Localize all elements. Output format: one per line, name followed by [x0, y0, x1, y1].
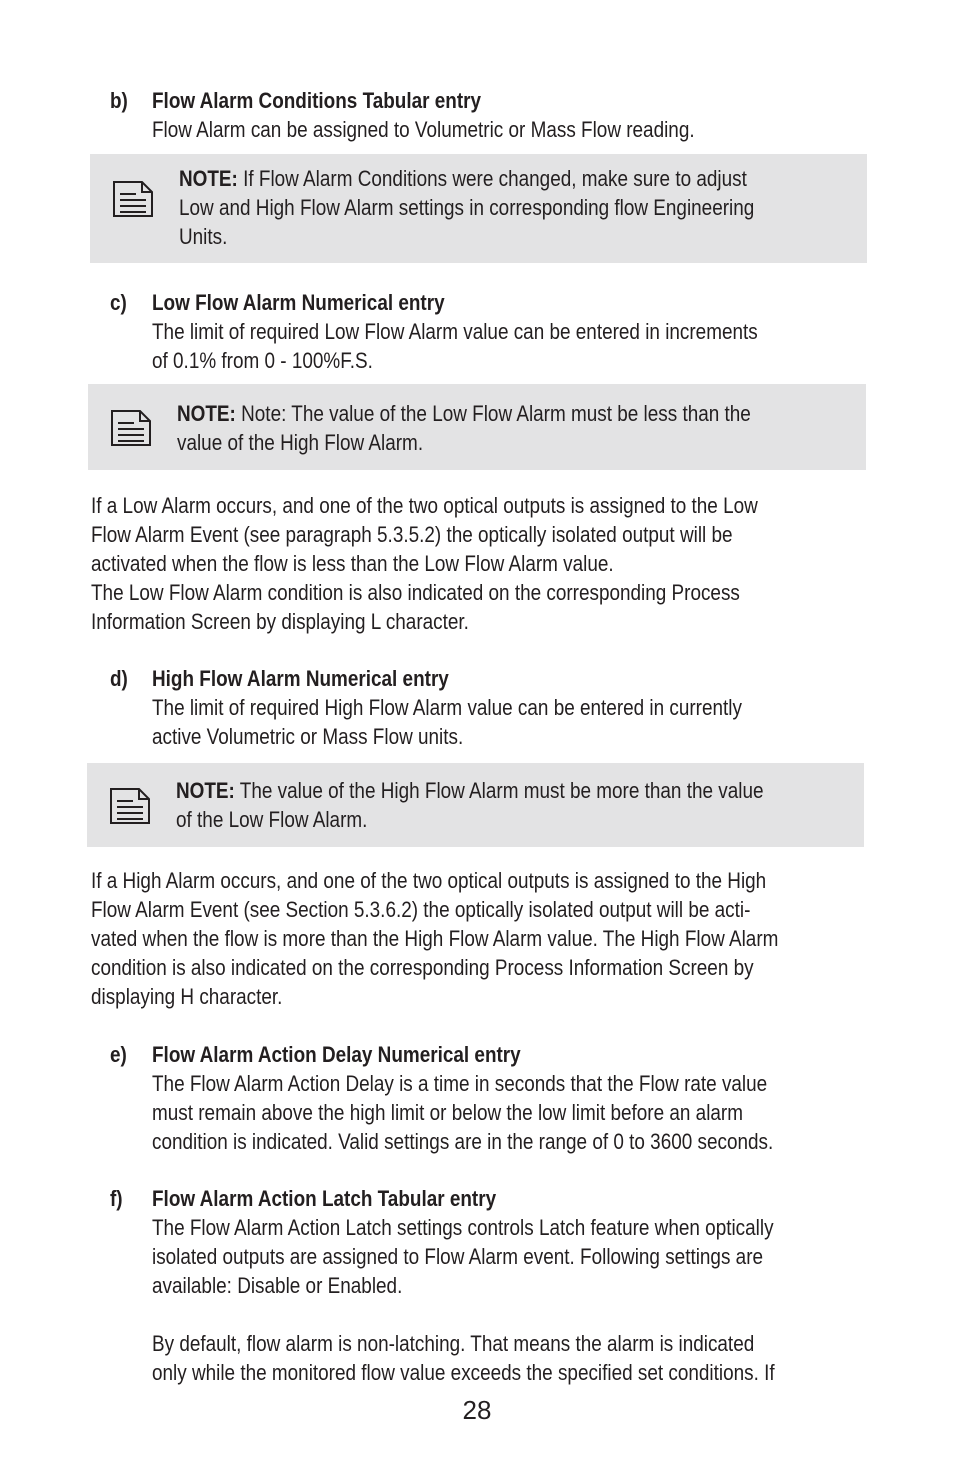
body-line: The Flow Alarm Action Delay is a time in seconds that the Flow rate value — [152, 1071, 768, 1096]
body-line: active Volumetric or Mass Flow units. — [152, 724, 464, 749]
body-line: only while the monitored flow value exceeds the specified set conditions. If — [152, 1360, 775, 1385]
item-label: d) — [110, 666, 128, 691]
body-line: of 0.1% from 0 - 100%F.S. — [152, 348, 373, 373]
item-heading: High Flow Alarm Numerical entry — [152, 666, 449, 691]
note-text — [177, 399, 751, 457]
note-label: NOTE: — [176, 778, 235, 803]
paragraph-line: condition is also indicated on the corresponding Process Information Screen by — [91, 955, 754, 980]
body-line: available: Disable or Enabled. — [152, 1273, 403, 1298]
low-alarm-paragraph — [91, 491, 758, 636]
paragraph-line: If a Low Alarm occurs, and one of the two optical outputs is assigned to the Low — [91, 493, 758, 518]
item-heading: Low Flow Alarm Numerical entry — [152, 290, 445, 315]
item-label: e) — [110, 1042, 127, 1067]
item-label: b) — [110, 88, 128, 113]
note-text — [176, 776, 764, 834]
paragraph-line: Flow Alarm Event (see Section 5.3.6.2) the optically isolated output will be acti- — [91, 897, 751, 922]
item-body — [152, 1213, 775, 1387]
note-box — [90, 154, 867, 263]
body-line: must remain above the high limit or below the low limit before an alarm — [152, 1100, 743, 1125]
body-line: condition is indicated. Valid settings are in the range of 0 to 3600 seconds. — [152, 1129, 774, 1154]
paragraph-line: Flow Alarm Event (see paragraph 5.3.5.2) the optically isolated output will be — [91, 522, 733, 547]
note-document-icon — [109, 787, 151, 825]
paragraph-line: The Low Flow Alarm condition is also indicated on the corresponding Process — [91, 580, 740, 605]
paragraph-line: activated when the flow is less than the Low Flow Alarm value. — [91, 551, 614, 576]
body-line: By default, flow alarm is non-latching. That means the alarm is indicated — [152, 1331, 755, 1356]
item-label: c) — [110, 290, 127, 315]
note-line: Units. — [179, 224, 228, 249]
note-first-line: The value of the High Flow Alarm must be more than the value — [234, 778, 764, 803]
note-document-icon — [110, 409, 152, 447]
paragraph-line: displaying H character. — [91, 984, 283, 1009]
page-number: 28 — [462, 1395, 492, 1425]
body-line: The Flow Alarm Action Latch settings controls Latch feature when optically — [152, 1215, 774, 1240]
blank-line — [152, 1300, 775, 1329]
body-line: The limit of required Low Flow Alarm value can be entered in increments — [152, 319, 758, 344]
paragraph-line: Information Screen by displaying L character. — [91, 609, 469, 634]
note-line: value of the High Flow Alarm. — [177, 430, 424, 455]
item-heading: Flow Alarm Action Delay Numerical entry — [152, 1042, 521, 1067]
note-label: NOTE: — [179, 166, 238, 191]
item-heading: Flow Alarm Conditions Tabular entry — [152, 88, 482, 113]
note-first-line: Note: The value of the Low Flow Alarm must be less than the — [235, 401, 751, 426]
item-body — [152, 317, 758, 375]
item-heading: Flow Alarm Action Latch Tabular entry — [152, 1186, 497, 1211]
note-text — [179, 164, 754, 251]
note-document-icon — [112, 180, 154, 218]
note-box — [87, 763, 864, 847]
note-line: of the Low Flow Alarm. — [176, 807, 368, 832]
item-label: f) — [110, 1186, 123, 1211]
high-alarm-paragraph — [91, 866, 778, 1011]
paragraph-line: If a High Alarm occurs, and one of the two optical outputs is assigned to the High — [91, 868, 767, 893]
item-body — [152, 693, 742, 751]
paragraph-line: vated when the flow is more than the High Flow Alarm value. The High Flow Alarm — [91, 926, 779, 951]
body-line: The limit of required High Flow Alarm value can be entered in currently — [152, 695, 742, 720]
note-first-line: If Flow Alarm Conditions were changed, make sure to adjust — [237, 166, 747, 191]
body-line: Flow Alarm can be assigned to Volumetric or Mass Flow reading. — [152, 117, 695, 142]
note-label: NOTE: — [177, 401, 236, 426]
note-box — [88, 384, 866, 470]
body-line: isolated outputs are assigned to Flow Alarm event. Following settings are — [152, 1244, 764, 1269]
item-body — [152, 115, 695, 144]
note-line: Low and High Flow Alarm settings in corresponding flow Engineering — [179, 195, 755, 220]
item-body — [152, 1069, 773, 1156]
